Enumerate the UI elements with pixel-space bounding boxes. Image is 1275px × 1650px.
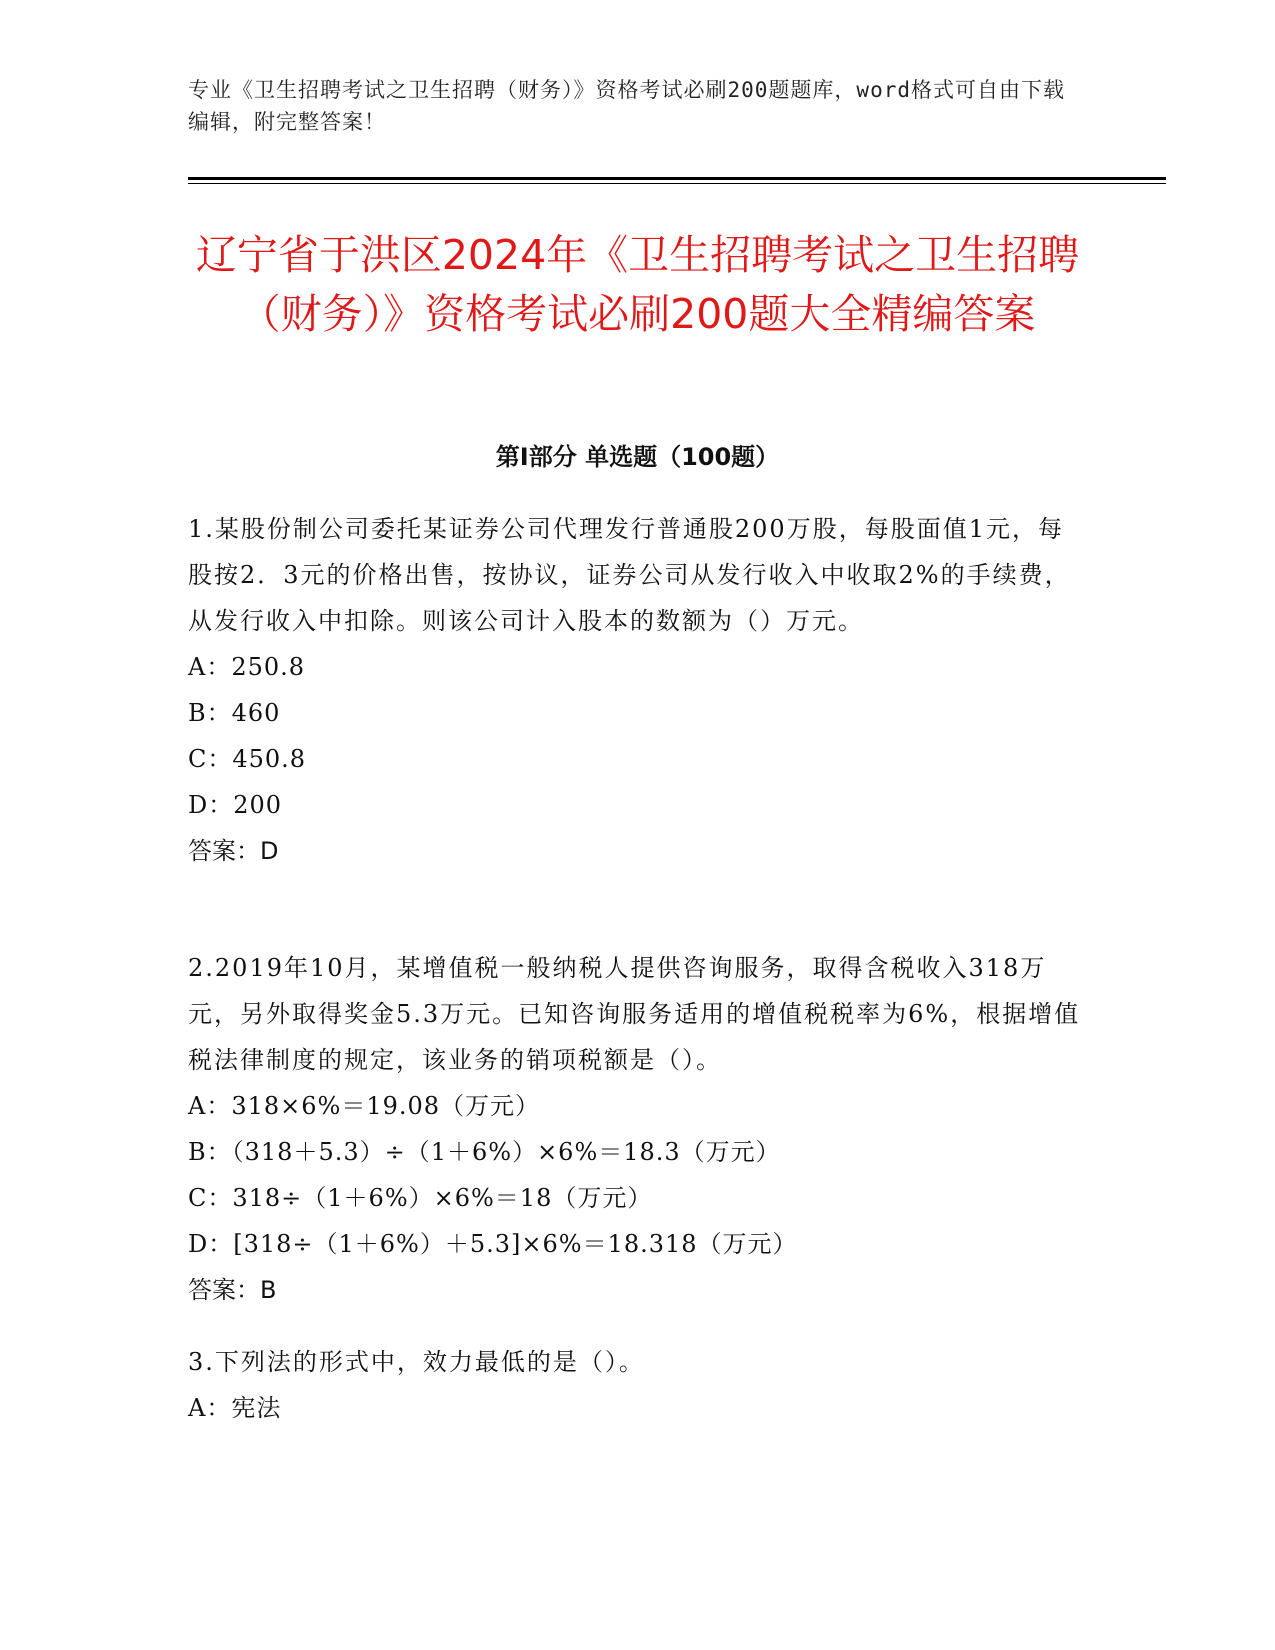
option-b: B：460: [188, 699, 281, 727]
option-a: A：318×6%＝19.08（万元）: [188, 1092, 541, 1120]
answer-label: 答案：D: [188, 837, 279, 865]
option-c: C：318÷（1＋6%）×6%＝18（万元）: [188, 1184, 653, 1212]
option-a: A：250.8: [188, 653, 306, 681]
option-c: C：450.8: [188, 745, 307, 773]
section-title: 第Ⅰ部分 单选题（100题）: [495, 443, 780, 471]
header-divider-thin: [188, 183, 1166, 184]
question-text: 3.下列法的形式中，效力最低的是（）。: [188, 1348, 645, 1376]
option-d: D：200: [188, 791, 283, 819]
option-a: A：宪法: [188, 1394, 282, 1422]
header-divider-thick: [188, 177, 1166, 180]
option-b: B：（318＋5.3）÷（1＋6%）×6%＝18.3（万元）: [188, 1138, 781, 1166]
question-text: 2.2019年10月，某增值税一般纳税人提供咨询服务，取得含税收入318万元，另外取得奖金5.3万元。已知咨询服务适用的增值税税率为6%，根据增值税法律制度的规定，该业务的销项税额是（）。: [188, 954, 1081, 1074]
question-text: 1.某股份制公司委托某证券公司代理发行普通股200万股，每股面值1元，每股按2．3元的价格出售，按协议，证券公司从发行收入中收取2%的手续费，从发行收入中扣除。则该公司计入股本的数额为（）万元。: [188, 515, 1071, 635]
header-note: 专业《卫生招聘考试之卫生招聘（财务）》资格考试必刷200题题库，word格式可自由下载编辑，附完整答案！: [188, 78, 1065, 134]
answer-label: 答案：B: [188, 1276, 277, 1304]
document-title: 辽宁省于洪区2024年《卫生招聘考试之卫生招聘（财务）》资格考试必刷200题大全精编答案: [195, 231, 1080, 338]
question-block-3: [188, 1339, 1088, 1431]
question-block-1: [188, 506, 1088, 874]
option-d: D：[318÷（1＋6%）＋5.3]×6%＝18.318（万元）: [188, 1230, 798, 1258]
question-block-2: [188, 945, 1088, 1313]
